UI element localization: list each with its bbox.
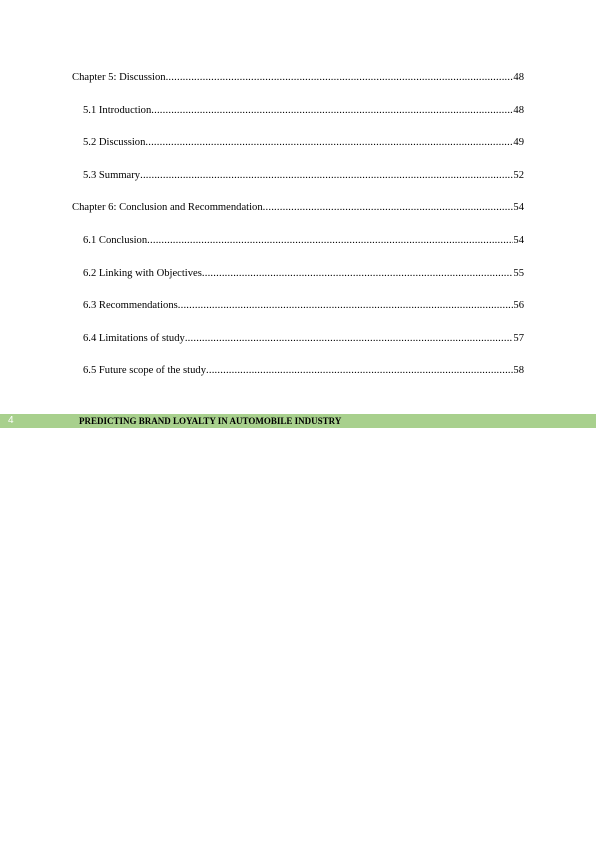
toc-entry-label: 6.3 Recommendations (83, 300, 178, 312)
toc-dot-leader (151, 104, 513, 118)
toc-dot-leader (263, 201, 514, 215)
toc-entry-label: 6.2 Linking with Objectives (83, 267, 202, 279)
toc-entry-6-5[interactable] (72, 364, 524, 397)
toc-entry-6-3[interactable] (72, 299, 524, 332)
toc-entry-6-4[interactable] (72, 332, 524, 365)
toc-entry-page: 52 (513, 169, 524, 181)
toc-entry-page: 49 (513, 137, 524, 149)
toc-entry-label: 6.1 Conclusion (83, 234, 148, 246)
toc-entry-page: 57 (513, 332, 524, 344)
toc-entry-label: 6.5 Future scope of the study (83, 365, 206, 377)
toc-dot-leader (147, 234, 513, 248)
toc-entry-chapter-5[interactable] (72, 71, 524, 104)
toc-entry-label: 5.1 Introduction (83, 104, 152, 116)
table-of-contents (72, 71, 524, 397)
toc-dot-leader (206, 364, 513, 378)
toc-entry-page: 56 (513, 300, 524, 312)
toc-entry-chapter-6[interactable] (72, 201, 524, 234)
toc-dot-leader (178, 299, 514, 313)
toc-entry-page: 55 (513, 267, 524, 279)
toc-dot-leader (140, 169, 513, 183)
toc-entry-label: 5.2 Discussion (83, 137, 146, 149)
toc-entry-label: 5.3 Summary (83, 169, 141, 181)
toc-entry-6-1[interactable] (72, 234, 524, 267)
toc-entry-5-2[interactable] (72, 136, 524, 169)
toc-entry-label: Chapter 6: Conclusion and Recommendation (72, 202, 263, 214)
toc-entry-6-2[interactable] (72, 267, 524, 300)
toc-entry-page: 48 (513, 104, 524, 116)
toc-entry-page: 48 (513, 72, 524, 83)
running-title: PREDICTING BRAND LOYALTY IN AUTOMOBILE INDUSTRY (79, 416, 342, 426)
toc-entry-page: 58 (513, 365, 524, 377)
toc-dot-leader (166, 71, 514, 85)
toc-dot-leader (202, 267, 514, 281)
page-footer (0, 414, 596, 428)
toc-entry-page: 54 (513, 202, 524, 214)
toc-entry-5-3[interactable] (72, 169, 524, 202)
toc-entry-label: 6.4 Limitations of study (83, 332, 185, 344)
toc-entry-page: 54 (513, 234, 524, 246)
page-number: 4 (8, 415, 14, 426)
toc-dot-leader (145, 136, 513, 150)
toc-entry-5-1[interactable] (72, 104, 524, 137)
toc-dot-leader (185, 332, 514, 346)
toc-entry-label: Chapter 5: Discussion (72, 72, 166, 83)
